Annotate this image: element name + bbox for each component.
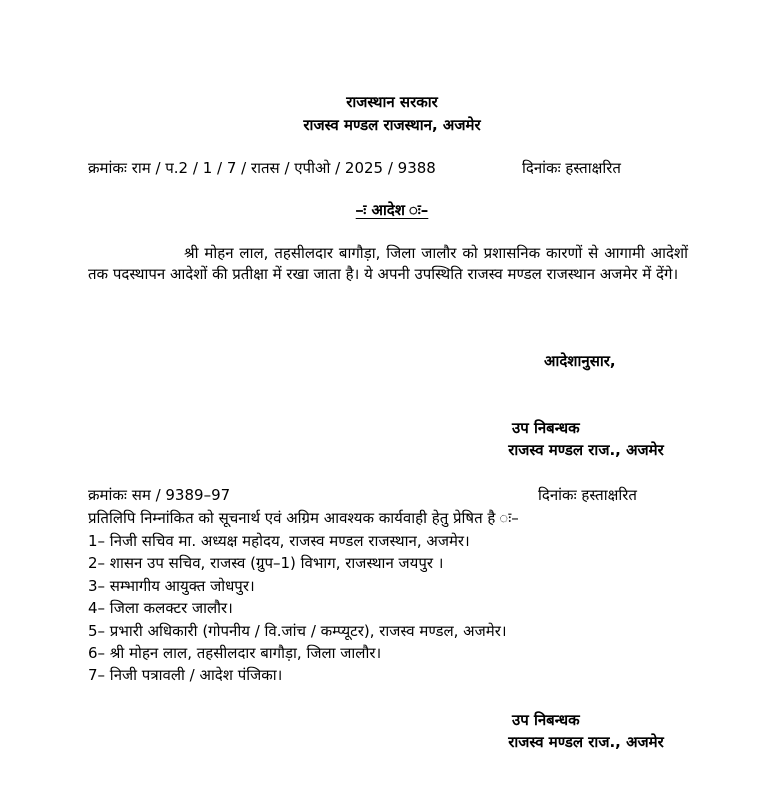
copy-list-item: 2– शासन उप सचिव, राजस्व (ग्रुप–1) विभाग, राजस्थान जयपुर । (88, 554, 444, 572)
copy-list-item: 1– निजी सचिव मा. अध्यक्ष महोदय, राजस्व मण्डल राजस्थान, अजमेर। (88, 532, 470, 550)
reference-date: दिनांकः हस्ताक्षरित (522, 159, 621, 177)
header-office: राजस्व मण्डल राजस्थान, अजमेर (303, 116, 481, 134)
order-body (88, 243, 688, 285)
order-body-text: श्री मोहन लाल, तहसीलदार बागौड़ा, जिला जालौर को प्रशासनिक कारणों से आगामी आदेशों तक पदस्थापन आदेशों की प्रतीक्षा में रखा जाता है। ये अपनी उपस्थिति राजस्व मण्डल राजस्थान अजमेर में देंगे। (88, 244, 688, 283)
reference-number: क्रमांकः राम / प.2 / 1 / 7 / रातस / एपीओ / 2025 / 9388 (88, 159, 436, 177)
signature-office: राजस्व मण्डल राज., अजमेर (508, 441, 664, 459)
signature-designation: उप निबन्धक (512, 419, 580, 437)
signature-designation: उप निबन्धक (512, 711, 580, 729)
copy-list-item: 7– निजी पत्रावली / आदेश पंजिका। (88, 666, 283, 684)
order-title-text: –ः आदेश ः– (355, 201, 429, 219)
copy-intro: प्रतिलिपि निम्नांकित को सूचनार्थ एवं अग्रिम आवश्यक कार्यवाही हेतु प्रेषित है ः– (88, 509, 519, 527)
copy-list-item: 6– श्री मोहन लाल, तहसीलदार बागौड़ा, जिला जालौर। (88, 644, 382, 662)
signature-block-2 (488, 709, 684, 753)
signature-block-1 (488, 417, 684, 461)
copy-list-item: 4– जिला कलक्टर जालौर। (88, 599, 233, 617)
copy-reference-date: दिनांकः हस्ताक्षरित (538, 486, 637, 504)
order-title (0, 201, 784, 219)
header-government: राजस्थान सरकार (346, 93, 438, 111)
copy-list-item: 3– सम्भागीय आयुक्त जोधपुर। (88, 577, 255, 595)
by-order-label: आदेशानुसार, (544, 352, 616, 370)
copy-reference-number: क्रमांकः सम / 9389–97 (88, 486, 231, 504)
signature-office: राजस्व मण्डल राज., अजमेर (508, 733, 664, 751)
copy-list-item: 5– प्रभारी अधिकारी (गोपनीय / वि.जांच / कम्प्यूटर), राजस्व मण्डल, अजमेर। (88, 622, 507, 640)
